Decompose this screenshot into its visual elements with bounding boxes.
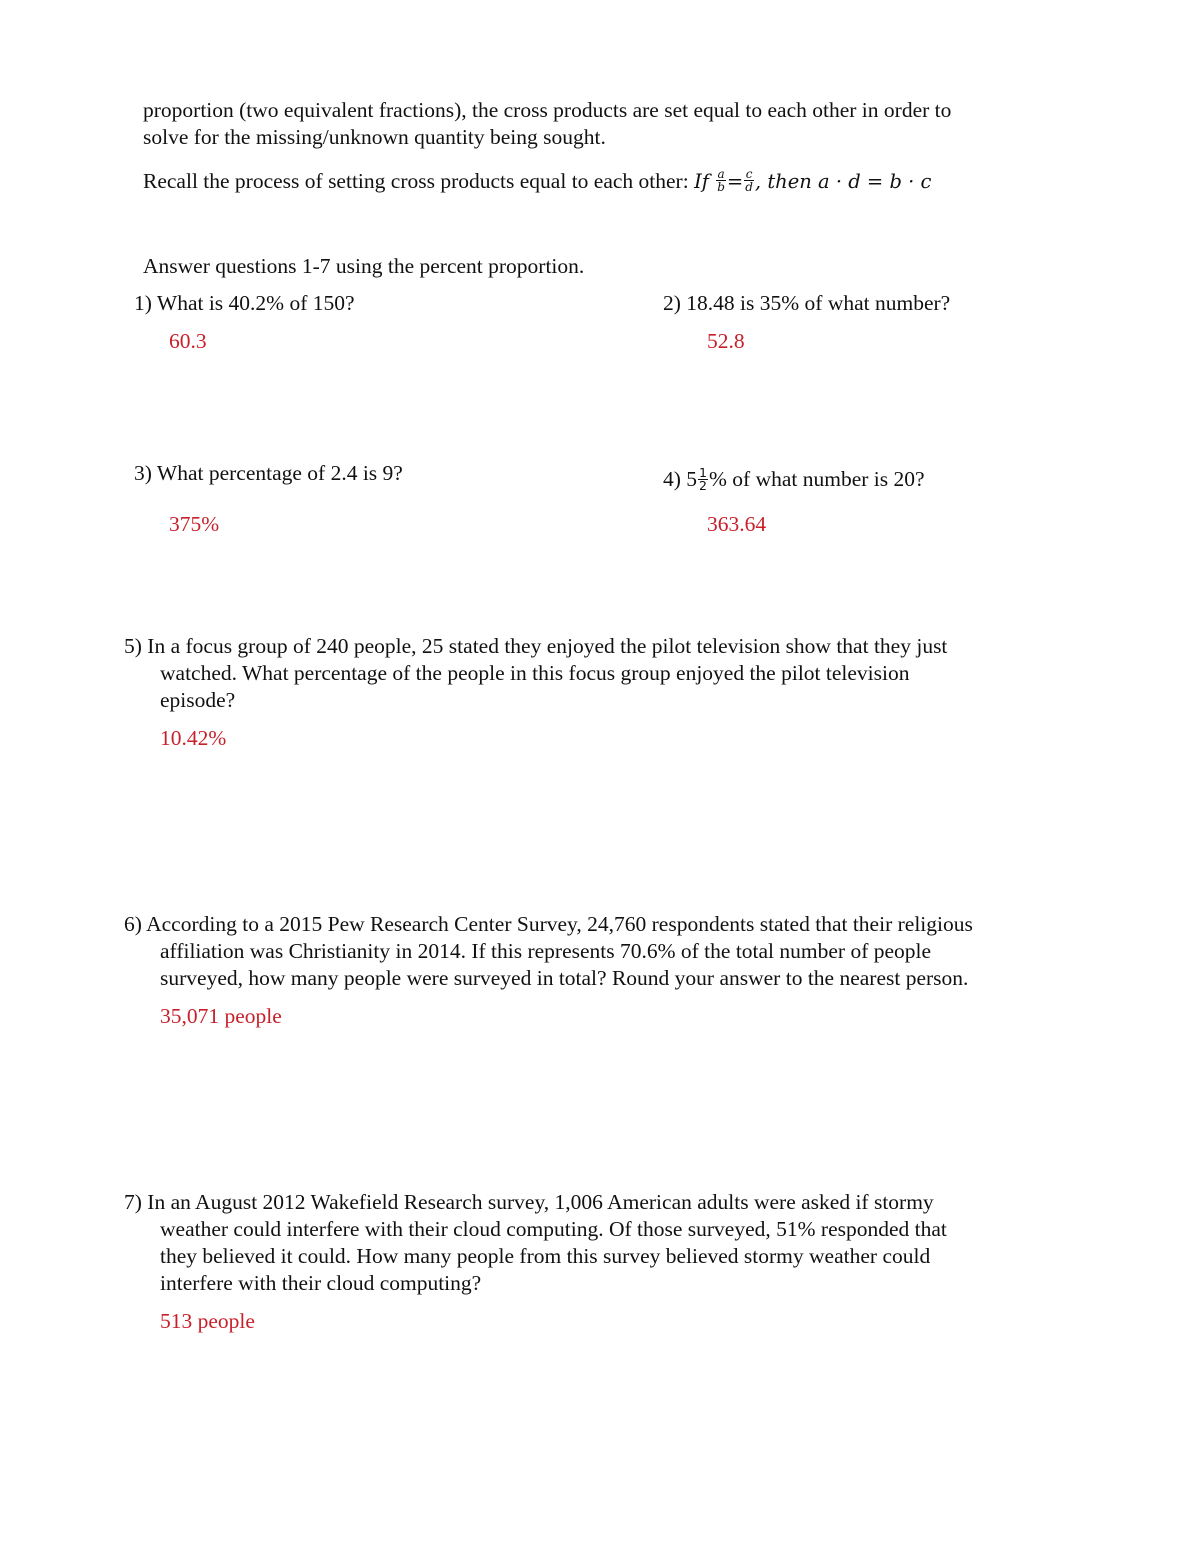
instructions: Answer questions 1-7 using the percent proportion. — [143, 254, 585, 278]
question-7-line-3: they believed it could. How many people from this survey believed stormy weather could — [160, 1244, 931, 1268]
formula-if: If — [694, 170, 709, 193]
question-7-line-1: 7) In an August 2012 Wakefield Research survey, 1,006 American adults were asked if stormy — [124, 1190, 934, 1214]
frac-a: a — [717, 167, 725, 181]
question-6-line-1: 6) According to a 2015 Pew Research Center Survey, 24,760 respondents stated that their religious — [124, 912, 973, 936]
question-7-line-2: weather could interfere with their cloud computing. Of those surveyed, 51% responded that — [160, 1217, 947, 1241]
question-3: 3) What percentage of 2.4 is 9? — [134, 461, 403, 485]
intro-line-2: solve for the missing/unknown quantity being sought. — [143, 125, 606, 149]
question-4-prefix: 4) 5 — [663, 467, 698, 491]
frac-d: d — [745, 180, 753, 194]
question-6-line-3: surveyed, how many people were surveyed in total? Round your answer to the nearest person. — [160, 966, 969, 990]
answer-3: 375% — [169, 512, 220, 536]
frac-numerator: 1 — [699, 464, 707, 480]
question-6-line-2: affiliation was Christianity in 2014. If this represents 70.6% of the total number of people — [160, 939, 932, 963]
formula-fraction-a-b — [716, 168, 726, 193]
question-5-line-3: episode? — [160, 688, 236, 712]
answer-2: 52.8 — [707, 329, 745, 353]
question-1: 1) What is 40.2% of 150? — [134, 291, 355, 315]
frac-b: b — [717, 180, 725, 194]
formula-then: , then a · d = b · c — [754, 170, 932, 193]
frac-c: c — [745, 167, 753, 181]
question-4-fraction — [698, 464, 708, 493]
question-5-line-1: 5) In a focus group of 240 people, 25 stated they enjoyed the pilot television show that they just — [124, 634, 948, 658]
frac-denominator: 2 — [699, 477, 707, 493]
question-2: 2) 18.48 is 35% of what number? — [663, 291, 951, 315]
answer-6: 35,071 people — [160, 1004, 282, 1028]
answer-7: 513 people — [160, 1309, 255, 1333]
answer-5: 10.42% — [160, 726, 227, 750]
formula — [694, 167, 932, 194]
question-4-suffix: % of what number is 20? — [709, 467, 925, 491]
question-5-line-2: watched. What percentage of the people in this focus group enjoyed the pilot television — [160, 661, 910, 685]
intro-line-1: proportion (two equivalent fractions), the cross products are set equal to each other in order to — [143, 98, 952, 122]
formula-equals: = — [726, 170, 744, 193]
answer-1: 60.3 — [169, 329, 207, 353]
recall-formula-line — [143, 168, 931, 195]
answer-4: 363.64 — [707, 512, 767, 536]
question-7-line-4: interfere with their cloud computing? — [160, 1271, 482, 1295]
question-4 — [663, 466, 925, 494]
formula-fraction-c-d — [744, 168, 754, 193]
recall-text: Recall the process of setting cross products equal to each other: — [143, 169, 689, 193]
